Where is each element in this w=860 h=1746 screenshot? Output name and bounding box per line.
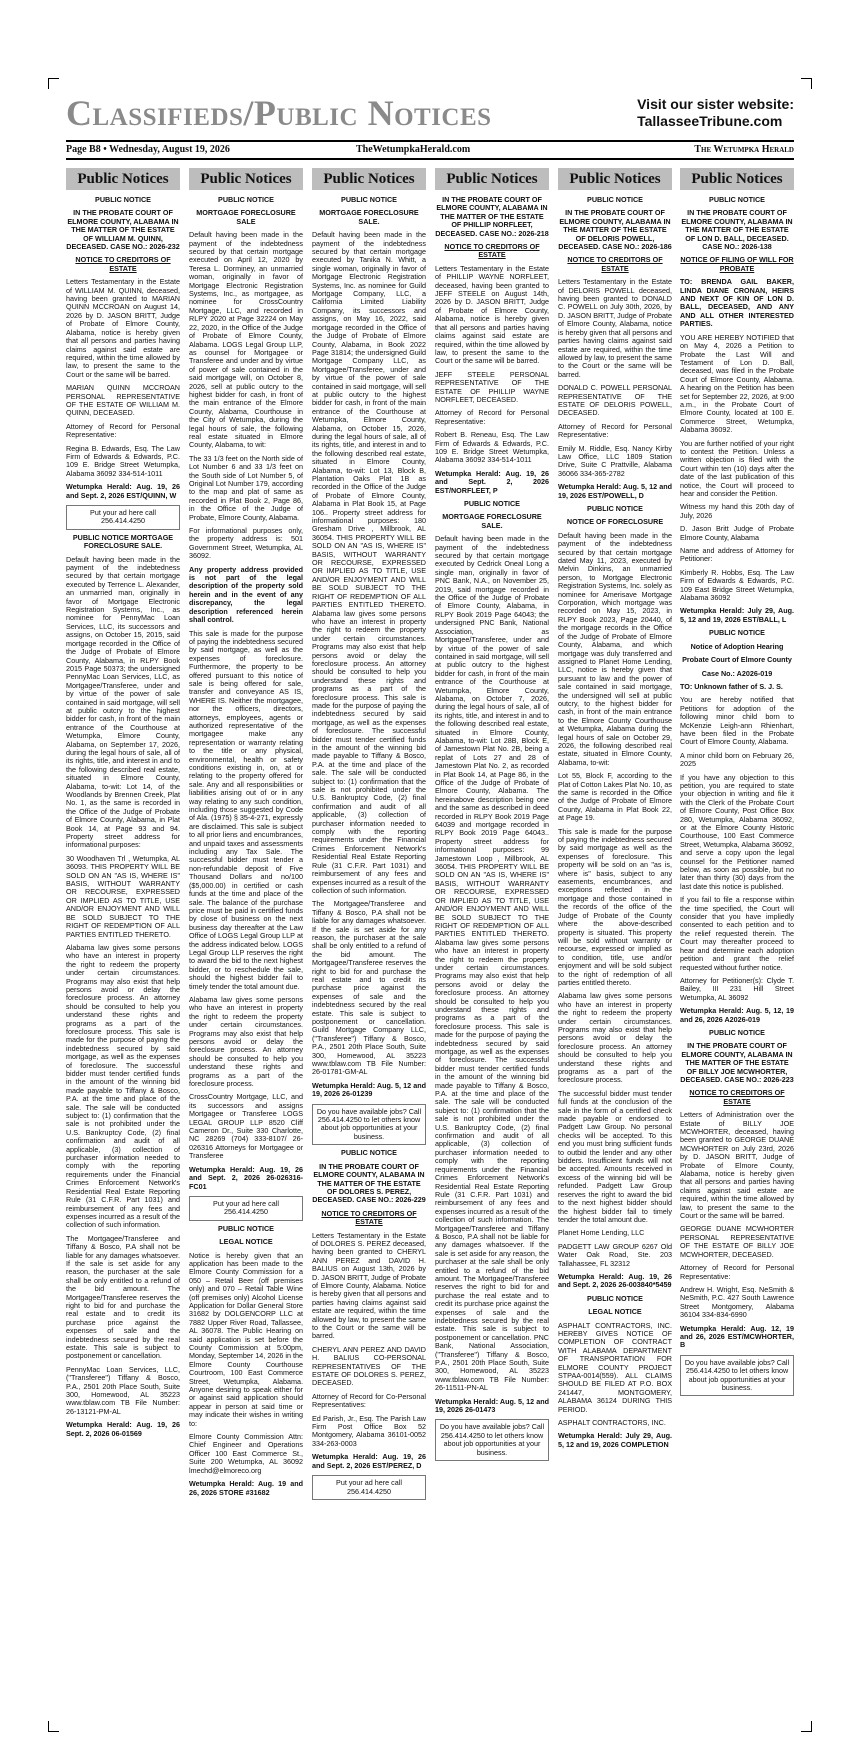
notice-paragraph: Letters Testamentary in the Estate of DOLORES S. PEREZ deceased, having been granted to CHERYL ANN PEREZ and DAVID H. BALIUS on August 13th, 2026 by D. JASON BRITT, Judge of Probate of Elmore County, Alabama. Notice is hereby given that all persons and parties having claims against said estate are required, within the time allowed by law, to present the same to the Court or the same will be barred. [312,1230,426,1341]
notice-paragraph: Wetumpka Herald: Aug. 5, 12 and 19, 2026 EST/POWELL, D [558,482,672,500]
column-body [312,196,426,1500]
notice-paragraph: Letters Testamentary in the Estate of DELORIS POWELL deceased, having been granted to DONALD C. POWELL on July 30th, 2026, by D. JASON BRITT, Judge of Probate of Elmore County, Alabama, notice is hereby given that all persons and parties having claims against said estate are required, within the time allowed by law, to present the same to the Court or the same will be barred. [558,277,672,379]
notice-paragraph: Default having been made in the payment of the indebtedness secured by that certain mortgage executed by Tanika N. Whitt, a single woman, originally in favor of Mortgage Electronic Registration Systems, Inc. as nominee for Guild Mortgage Company, LLC, a California Limited Liability Company, its successors and assigns, on May 16, 2022, said mortgage recorded in the Office of the Judge of Probate of Elmore County, Alabama, in Book 2022 Page 31814; the undersigned Guild Mortgage Company LLC, as Mortgagee/Transferee, under and by virtue of the power of sale contained in said mortgage, will sell at public outcry to the highest bidder for cash, in front of the main entrance of the Courthouse at Wetumpka, Elmore County, Alabama, on October 15, 2026, during the legal hours of sale, all of its rights, title, and interest in and to the following described real estate, situated in Elmore County, Alabama, to-wit: Lot 13, Block B, Plantation Oaks Plat 1B as recorded in the Office of the Judge of Probate of Elmore County, Alabama in Plat Book 15, at Page 106.. Property street address for informational purposes: 180 Gresham Drive , Millbrook, AL 36054. THIS PROPERTY WILL BE SOLD ON AN "AS IS, WHERE IS" BASIS, WITHOUT WARRANTY OR RECOURSE, EXPRESSED OR IMPLIED AS TO TITLE, USE AND/OR ENJOYMENT AND WILL BE SOLD SUBJECT TO THE RIGHT OF REDEMPTION OF ALL PARTIES ENTITLED THERETO. Alabama law gives some persons who have an interest in property the right to redeem the property under certain circumstances. Programs may also exist that help persons avoid or delay the foreclosure process. An attorney should be consulted to help you understand these rights and programs as a part of the foreclosure process. This sale is made for the purpose of paying the indebtedness secured by said mortgage, as well as the expenses of foreclosure. The successful bidder must tender certified funds in the amount of the winning bid made payable to Tiffany & Bosco, P.A. at the time and place of the sale. The sale will be conducted subject to: (1) confirmation that the sale is not prohibited under the U.S. Bankruptcy Code, (2) final confirmation and audit of all applicable, (3) collection of purchaser information needed to comply with the reporting requirements under the Financial Crimes Enforcement Network's Residential Real Estate Reporting Rule (31 C.F.R. Part 1031) and reimbursement of any fees and expenses incurred as a result of the collection of such information. [312,230,426,895]
notice-heading: Notice of Adoption Hearing [690,641,784,651]
notice-paragraph: Attorney of Record for Personal Representative: [435,408,549,426]
notice-paragraph: If you fail to file a response within the time specified, the Court will consider that you have impliedly consented to each petition and to the relief requested therein. The Court may thereafter proceed to hear and determine each adoption petition and grant the relief requested without further notice. [680,895,794,972]
notice-heading: PUBLIC NOTICE MORTGAGE FORECLOSURE SALE. [72,532,174,551]
notice-paragraph: Wetumpka Herald: Aug. 19 and 26, 2026 STORE #31682 [189,1479,303,1497]
notice-column-1 [66,168,180,1736]
notice-paragraph: Wetumpka Herald: July 29, Aug. 5, 12 and 19, 2026 COMPLETION [558,1431,672,1449]
notice-heading: Case No.: A2026-019 [701,668,773,678]
house-ad: Do you have available jobs? Call 256.414.4250 to let others know about job opportunities at your business. [680,1355,794,1397]
notice-paragraph: Elmore County Commission Attn: Chief Engineer and Operations Officer 100 East Commerce St., Suite 200 Wetumpka, AL 36092 lmechd@elmoreco.org [189,1432,303,1475]
column-body [66,196,180,1438]
notice-columns [66,168,794,1736]
notice-heading: PUBLIC NOTICE [587,504,643,513]
notice-paragraph: The Mortgagee/Transferee and Tiffany & Bosco, P.A shall not be liable for any damages whatsoever. If the sale is set aside for any reason, the purchaser at the sale shall be only entitled to a refund of the bid amount. The Mortgagee/Transferee reserves the right to bid for and purchase the real estate and to credit its purchase price against the expenses of sale and the indebtedness secured by the real estate. This sale is subject to postponement or cancellation. [66,1233,180,1361]
notice-heading: MORTGAGE FORECLOSURE SALE. [442,512,542,530]
notice-heading: IN THE PROBATE COURT OF ELMORE COUNTY, ALABAMA IN THE MATTER OF THE ESTATE OF PHILLIP NORFLEET, DECEASED. CASE NO.: 2026-218 [435,195,549,238]
notice-column-6 [680,168,794,1736]
notice-paragraph: Attorney of Record for Personal Representative: [680,1263,794,1281]
notice-heading: PUBLIC NOTICE [341,1148,397,1158]
notice-paragraph: Lot 55, Block F, according to the Plat of Cotton Lakes Plat No. 10, as the same is recorded in the Office of the Judge of Probate of Elmore County, Alabama in Plat Book 22, at Page 19. [558,771,672,823]
notice-heading: NOTICE TO CREDITORS OF ESTATE [567,255,663,273]
folio-bar [66,140,794,160]
notice-paragraph: Andrew H. Wright, Esq. NeSmith & NeSmith, P.C. 427 South Lawrence Street Montgomery, Alabama 36104 334-834-6990 [680,1284,794,1320]
notice-paragraph: This sale is made for the purpose of paying the indebtedness secured by said mortgage, as well as the expenses of foreclosure. Furthermore, the property to be offered pursuant to this notice of sale is being offered for sale, transfer and conveyance AS IS, WHERE IS. Neither the mortgagee, nor the officers, directors, attorneys, employees, agents or authorized representative of the mortgagee make any representation or warranty relating to the title or any physical, environmental, health or safety conditions existing in, on, at or relating to the property offered for sale. Any and all responsibilities or liabilities arising out of or in any way relating to any such condition, including those suggested by Code of Ala. (1975) § 35-4-271, expressly are disclaimed. This sale is subject to all prior liens and encumbrances, and unpaid taxes and assessments including any Tax Sale. The successful bidder must tender a non-refundable deposit of Five Thousand Dollars and no/100 ($5,000.00) in certified or cash funds at the time and place of the sale. The balance of the purchase price must be paid in certified funds by close of business on the next business day thereafter at the Law Office of LOGS Legal Group LLP at the address indicated below. LOGS Legal Group LLP reserves the right to award the bid to the next highest bidder, or to reschedule the sale, should the highest bidder fail to timely tender the total amount due. [189,628,303,991]
house-ad: Put your ad here call 256.414.4250 [312,1475,426,1500]
notice-column-3 [312,168,426,1736]
column-header: Public Notices [435,168,549,190]
crop-mark-bottom-right [801,1721,812,1732]
notice-paragraph: Name and address of Attorney for Petitioner: [680,546,794,564]
notice-column-4 [435,168,549,1736]
notice-paragraph: Wetumpka Herald: Aug. 19, 26 and Sept. 2, 2026 EST/PEREZ, D [312,1452,426,1470]
notice-heading: PUBLIC NOTICE [709,195,765,204]
notice-paragraph: Alabama law gives some persons who have an interest in property the right to redeem the property under certain circumstances. Programs may also exist that help persons avoid or delay the foreclosure process. An attorney should be consulted to help you understand these rights and programs as a part of the foreclosure process. [189,994,303,1089]
notice-column-5 [558,168,672,1736]
notice-heading: MORTGAGE FORECLOSURE SALE. [319,208,419,226]
notice-paragraph: Default having been made in the payment of the indebtedness secured by that certain mortgage executed on April 12, 2020 by Teresa L. Dorminey, an unmarried woman, originally in favor of Mortgage Electronic Registration Systems, Inc., as mortgagee, as nominee for CrossCountry Mortgage, LLC, and recorded in RLPY 2020 at Page 32224 on May 22, 2020, in the Office of the Judge of Probate of Elmore County, Alabama. LOGS Legal Group LLP, as counsel for Mortgagee or Transferee and under and by virtue of power of sale contained in the said mortgage will, on October 8, 2026, sell at public outcry to the highest bidder for cash, in front of the main entrance of the Elmore County, Alabama, Courthouse in the City of Wetumpka, during the legal hours of sale, the following real estate situated in Elmore County, Alabama, to wit: [189,230,303,450]
house-ad: Put your ad here call 256.414.4250 [189,1196,303,1221]
notice-paragraph: Attorney for Petitioner(s): Clyde T. Bailey, III 231 Hill Street Wetumpka, AL 36092 [680,975,794,1002]
folio-paper-name: The Wetumpka Herald [694,144,794,155]
notice-heading: PUBLIC NOTICE [218,195,274,204]
notice-paragraph: Attorney of Record for Personal Representative: [66,421,180,440]
notice-paragraph: JEFF STEELE PERSONAL REPRESENTATIVE OF THE ESTATE OF PHILLIP WAYNE NORFLEET, DECEASED. [435,369,549,404]
notice-heading: MORTGAGE FORECLOSURE SALE [196,208,296,226]
notice-paragraph: If you have any objection to this petition, you are required to state your objection in writing and file it with the Clerk of the Probate Court of Elmore County, Post Office Box 280, Wetumpka, Alabama 36092, or at the Elmore County Historic Courthouse, 100 East Commerce Street, Wetumpka, Alabama 36092, and serve a copy upon the legal counsel for the Petitioner named below, as soon as possible, but no later than thirty (30) days from the last date this notice is published. [680,772,794,891]
column-header: Public Notices [312,168,426,190]
notice-paragraph: Default having been made in the payment of the indebtedness secured by that certain mortgage executed by Cedrick Oneal Long a single man, originally in favor of PNC Bank, N.A., on November 25, 2019, said mortgage recorded in the Office of the Judge of Probate of Elmore County, Alabama, in RLPY Book 2019 Page 64043; the undersigned PNC Bank, National Association, as Mortgagee/Transferee, under and by virtue of the power of sale contained in said mortgage, will sell at public outcry to the highest bidder for cash, in front of the main entrance of the Courthouse at Wetumpka, Elmore County, Alabama, on October 7, 2026, during the legal hours of sale, all of its rights, title, and interest in and to the following described real estate, situated in Elmore County, Alabama, to-wit: Lot 28B, Block E, of Jamestown Plat No. 2B, being a replat of Lots 27 and 28 of Jamestown Plat No. 2, as recorded in Plat Book 14, at Page 86, in the Office of the Judge of Probate of Elmore County, Alabama. The hereinabove description being one and the same as described in deed recorded in RLPY Book 2019 Page 64039 and mortgage recorded in RLPY Book 2019 Page 64043.. Property street address for informational purposes: 99 Jamestown Loop , Millbrook, AL 36054. THIS PROPERTY WILL BE SOLD ON AN "AS IS, WHERE IS" BASIS, WITHOUT WARRANTY OR RECOURSE, EXPRESSED OR IMPLIED AS TO TITLE, USE AND/OR ENJOYMENT AND WILL BE SOLD SUBJECT TO THE RIGHT OF REDEMPTION OF ALL PARTIES ENTITLED THERETO. Alabama law gives some persons who have an interest in property the right to redeem the property under certain circumstances. Programs may also exist that help persons avoid or delay the foreclosure process. An attorney should be consulted to help you understand these rights and programs as a part of the foreclosure process. This sale is made for the purpose of paying the indebtedness secured by said mortgage, as well as the expenses of foreclosure. The successful bidder must tender certified funds in the amount of the winning bid made payable to Tiffany & Bosco, P.A. at the time and place of the sale. The sale will be conducted subject to: (1) confirmation that the sale is not prohibited under the U.S. Bankruptcy Code, (2) final confirmation and audit of all applicable, (3) collection of purchaser information needed to comply with the reporting requirements under the Financial Crimes Enforcement Network's Residential Real Estate Reporting Rule (31 C.F.R. Part 1031) and reimbursement of any fees and expenses incurred as a result of the collection of such information. The Mortgagee/Transferee and Tiffany & Bosco, P.A shall not be liable for any damages whatsoever. If the sale is set aside for any reason, the purchaser at the sale shall be only entitled to a refund of the bid amount. The Mortgagee/Transferee reserves the right to bid for and purchase the real estate and to credit its purchase price against the expenses of sale and the indebtedness secured by the real estate. This sale is subject to postponement or cancellation. PNC Bank, National Association, ("Transferee") Tiffany & Bosco, P.A., 2501 20th Place South, Suite 300, Homewood, AL 35223 www.tblaw.com TB File Number: 26-11511-PN-AL [435,534,549,1393]
notice-heading: NOTICE OF FILING OF WILL FOR PROBATE [680,255,794,273]
notice-paragraph: Ed Parish, Jr., Esq. The Parish Law Firm Post Office Box 52 Montgomery, Alabama 36101-0052 334-263-0003 [312,1413,426,1448]
notice-paragraph: PennyMac Loan Services, LLC, ("Transferee") Tiffany & Bosco, P.A., 2501 20th Place South, Suite 300, Homewood, AL 35223 www.tblaw.com TB File Number: 26-13121-PM-AL [66,1364,180,1416]
notice-paragraph: A minor child born on February 26, 2025 [680,750,794,769]
notice-heading: LEGAL NOTICE [219,1237,273,1247]
notice-paragraph: Robert B. Reneau, Esq. The Law Firm of Edwards & Edwards, P.C. 109 E. Bridge Street Wetumpka, Alabama 36092 334-514-1011 [435,430,549,465]
notice-paragraph: Alabama law gives some persons who have an interest in property the right to redeem the property under certain circumstances. Programs may also exist that help persons avoid or delay the foreclosure process. An attorney should be consulted to help you understand these rights and programs as a part of the foreclosure process. This sale is made for the purpose of paying the indebtedness secured by said mortgage, as well as the expenses of foreclosure. The successful bidder must tender certified funds in the amount of the winning bid made payable to Tiffany & Bosco, P.A. at the time and place of the sale. The sale will be conducted subject to: (1) confirmation that the sale is not prohibited under the U.S. Bankruptcy Code, (2) final confirmation and audit of all applicable, (3) collection of purchaser information needed to comply with the reporting requirements under the Financial Crimes Enforcement Network's Residential Real Estate Reporting Rule (31 C.F.R. Part 1031) and reimbursement of any fees and expenses incurred as a result of the collection of such information. [66,942,180,1230]
sister-site-url[interactable]: TallasseeTribune.com [637,113,783,129]
notice-paragraph: Attorney of Record for Personal Representative: [558,421,672,440]
notice-paragraph: Wetumpka Herald: July 29, Aug. 5, 12 and 19, 2026 EST/BALL, L [680,606,794,624]
notice-heading: NOTICE TO CREDITORS OF ESTATE [689,1088,785,1106]
notice-column-2 [189,168,303,1736]
notice-paragraph: The successful bidder must tender full funds at the conclusion of the sale in the form of a certified check made payable or endorsed to Padgett Law Group. No personal checks will be accepted. To this end you must bring sufficient funds to outbid the lender and any other bidders. Insufficient funds will not be accepted. Amounts received in excess of the winning bid will be refunded. Padgett Law Group reserves the right to award the bid to the next highest bidder should the highest bidder fail to timely tender the total amount due. [558,1088,672,1224]
notice-paragraph: The Mortgagee/Transferee and Tiffany & Bosco, P.A shall not be liable for any damages whatsoever. If the sale is set aside for any reason, the purchaser at the sale shall be only entitled to a refund of the bid amount. The Mortgagee/Transferee reserves the right to bid for and purchase the real estate and to credit its purchase price against the expenses of sale and the indebtedness secured by the real estate. This sale is subject to postponement or cancellation. Guild Mortgage Company LLC, ("Transferee") Tiffany & Bosco, P.A., 2501 20th Place South, Suite 300, Homewood, AL 35223 www.tblaw.com TB File Number: 26-01781-GM-AL [312,899,426,1077]
masthead [66,92,794,134]
notice-paragraph: Default having been made in the payment of the indebtedness secured by that certain mortgage executed by Terrence L. Alexander, an unmarried man, originally in favor of Mortgage Electronic Registration Systems, Inc., as nominee for PennyMac Loan Services, LLC, its successors and assigns, on October 15, 2015, said mortgage recorded in the Office of the Judge of Probate of Elmore County, Alabama, in RLPY Book 2015 Page 50373; the undersigned PennyMac Loan Services, LLC, as Mortgagee/Transferee, under and by virtue of the power of sale contained in said mortgage, will sell at public outcry to the highest bidder for cash, in front of the main entrance of the Courthouse at Wetumpka, Elmore County, Alabama, on September 17, 2026, during the legal hours of sale, all of its rights, title, and interest in and to the following described real estate, situated in Elmore County, Alabama, to-wit: Lot 14, of the Woodlands by Brennen Creek, Plat No. 1, as the same is recorded in the Office of the Judge of Probate of Elmore County, Alabama, in Plat Book 14, at Page 93 and 94. Property street address for informational purposes: [66,554,180,850]
notice-heading: PUBLIC NOTICE [218,1223,274,1233]
notice-heading: PUBLIC NOTICE [464,499,520,508]
column-header: Public Notices [66,168,180,190]
column-header: Public Notices [680,168,794,190]
notice-paragraph: Default having been made in the payment of the indebtedness secured by that certain mortgage dated May 11, 2023, executed by Melvin Dinkins, an unmarried person, to Mortgage Electronic Registration Systems, Inc. solely as nominee for Amerisave Mortgage Corporation, which mortgage was recorded on May 15, 2023, in RLPY Book 2023, Page 20440, of the mortgage records in the Office of the Judge of Probate of Elmore County, Alabama, and which mortgage was duly transferred and assigned to Planet Home Lending, LLC, notice is hereby given that pursuant to law and the power of sale contained in said mortgage, the undersigned will sell at public outcry, to the highest bidder for cash, in front of the main entrance to the Elmore County Courthouse at Wetumpka, Alabama during the legal hours of sale on October 29, 2026, the following described real estate, situated in Elmore County, Alabama, to-wit: [558,530,672,767]
notice-paragraph: Wetumpka Herald: Aug. 19, 26 Sept. 2, 2026 06-01569 [66,1420,180,1438]
notice-heading: IN THE PROBATE COURT OF ELMORE COUNTY, ALABAMA IN THE MATTER OF THE ESTATE OF LON D. BALL, DECEASED. CASE NO.: 2026-138 [681,208,793,252]
crop-mark-top-right [801,78,812,89]
notice-paragraph: The 33 1/3 feet on the North side of Lot Number 6 and 33 1/3 feet on the South side of Lot Number 5, of Original Lot Number 179, according to the map and plat of same as recorded in Plat Book 2, Page 86, in the Office of the Judge of Probate, Elmore County, Alabama. [189,453,303,522]
house-ad: Do you have available jobs? Call 256.414.4250 to let others know about job opportunities at your business. [312,1104,426,1146]
column-body [189,196,303,1497]
notice-paragraph: DONALD C. POWELL PERSONAL REPRESENTATIVE OF THE ESTATE OF DELORIS POWELL, DECEASED. [558,383,672,418]
notice-paragraph: Attorney of Record for Co-Personal Representatives: [312,1391,426,1410]
notice-paragraph: Wetumpka Herald: Aug. 19, 26 and Sept. 2, 2026 EST/NORFLEET, P [435,468,549,495]
notice-paragraph: Regina B. Edwards, Esq. The Law Firm of Edwards & Edwards, P.C. 109 E. Bridge Street Wetumpka, Alabama 36092 334-514-1011 [66,443,180,478]
notice-paragraph: You are further notified of your right to contest the Petition. Unless a written objection is filed with the Court within ten (10) days after the date of the last publication of this notice, the Court will proceed to hear and consider the Petition. [680,438,794,498]
notice-paragraph: PADGETT LAW GROUP 6267 Old Water Oak Road, Ste. 203 Tallahassee, FL 32312 [558,1241,672,1268]
column-body [680,196,794,1396]
notice-paragraph: Wetumpka Herald: Aug. 12, 19 and 26, 2026 EST/MCWHORTER, B [680,1323,794,1350]
notice-paragraph: Wetumpka Herald: Aug. 5, 12 and 19, 2026 26-01239 [312,1080,426,1099]
notice-paragraph: Letters Testamentary in the Estate of WILLIAM M. QUINN, deceased, having been granted to MARIAN QUINN MCCROAN on August 14, 2026 by D. JASON BRITT, Judge of Probate of Elmore County, Alabama, notice is hereby given that all persons and parties having claims against said estate are required, within the time allowed by law, to present the same to the Court or the same will be barred. [66,277,180,379]
notice-paragraph: TO: BRENDA GAIL BAKER, LINDA DIANE CRONAN, HEIRS AND NEXT OF KIN OF LON D. BALL, DECEASED, AND ANY AND ALL OTHER INTERESTED PARTIES. [680,277,794,329]
notice-paragraph: Planet Home Lending, LLC [558,1228,645,1238]
notice-heading: IN THE PROBATE COURT OF ELMORE COUNTY, ALABAMA IN THE MATTER OF THE ESTATE OF DOLORES S. PEREZ, DECEASED. CASE NO.: 2026-229 [312,1161,426,1205]
notice-paragraph: CrossCountry Mortgage, LLC, and its successors and assigns Mortgagee or Transferee LOGS LEGAL GROUP LLP 8520 Cliff Cameron Dr., Suite 330 Charlotte, NC 28269 (704) 333-8107/ 26-026316 Attorneys for Mortgagee or Transferee [189,1092,303,1161]
notice-paragraph: Wetumpka Herald: Aug. 19, 26 and Sept. 2, 2026 26-003840*5459 [558,1271,672,1290]
crop-mark-bottom-left [48,1721,59,1732]
notice-paragraph: Wetumpka Herald: Aug. 5, 12 and 19, 2026 26-01473 [435,1396,549,1415]
notice-paragraph: YOU ARE HEREBY NOTIFIED that on May 4, 2026 a Petition to Probate the Last Will and Testament of Lon D. Ball, deceased, was filed in the Probate Court of Elmore County, Alabama. A hearing on the Petition has been set for September 22, 2026, at 9:00 a.m., in the Probate Court of Elmore County, located at 100 E. Commerce Street, Wetumpka, Alabama 36092. [680,332,794,435]
notice-paragraph: MARIAN QUINN MCCROAN PERSONAL REPRESENTATIVE OF THE ESTATE OF WILLIAM M. QUINN, DECEASED. [66,383,180,418]
notice-paragraph: Wetumpka Herald: Aug. 19, 26 and Sept. 2, 2026 EST/QUINN, W [66,482,180,500]
sister-site-label: Visit our sister website: [637,96,794,112]
notice-heading: IN THE PROBATE COURT OF ELMORE COUNTY, ALABAMA IN THE MATTER OF THE ESTATE OF DELORIS POWELL, DECEASED. CASE NO.: 2026-186 [558,208,672,252]
notice-heading: PUBLIC NOTICE [709,1027,765,1037]
notice-paragraph: 30 Woodhaven Trl , Wetumpka, AL 36093. THIS PROPERTY WILL BE SOLD ON AN "AS IS, WHERE IS" BASIS, WITHOUT WARRANTY OR RECOURSE, EXPRESSED OR IMPLIED AS TO TITLE, USE AND/OR ENJOYMENT AND WILL BE SOLD SUBJECT TO THE RIGHT OF REDEMPTION OF ALL PARTIES ENTITLED THERETO. [66,853,180,939]
notice-heading: PUBLIC NOTICE [341,195,397,204]
notice-paragraph: CHERYL ANN PEREZ AND DAVID H. BALIUS CO-PERSONAL REPRESENTATIVES OF THE ESTATE OF DOLORES S. PEREZ, DECEASED. [312,1344,426,1388]
notice-heading: PUBLIC NOTICE [587,1293,643,1303]
notice-heading: PUBLIC NOTICE [95,195,151,204]
crop-mark-top-left [48,78,59,89]
notice-paragraph: Emily M. Riddle, Esq. Nancy Kirby Law Office, LLC 1809 Station Drive, Suite C Prattville, Alabama 36066 334-365-2782 [558,443,672,478]
notice-heading: NOTICE TO CREDITORS OF ESTATE [321,1208,417,1227]
notice-paragraph: Any property address provided is not part of the legal description of the property sold herein and in the event of any discrepancy, the legal description referenced herein shall control. [189,564,303,625]
notice-paragraph: Letters of Administration over the Estate of BILLY JOE MCWHORTER, deceased, having been granted to GEORGE DUANE MCWHORTER on July 23rd, 2026 by D. JASON BRITT, Judge of Probate of Elmore County, Alabama, notice is hereby given that all persons and parties having claims against said estate are required, within the time allowed by law, to present the same to the Court or the same will be barred. [680,1110,794,1221]
house-ad: Do you have available jobs? Call 256.414.4250 to let others know about job opportunities at your business. [435,1419,549,1461]
notice-paragraph: ASPHALT CONTRACTORS, INC. HEREBY GIVES NOTICE OF COMPLETION OF CONTRACT WITH ALABAMA DEPARTMENT OF TRANSPORTATION FOR ELMORE COUNTY PROJECT STPAA-0014(559). ALL CLAIMS SHOULD BE FILED AT P.O. BOX 241447, MONTGOMERY, ALABAMA 36124 DURING THIS PERIOD. [558,1320,672,1414]
notice-paragraph: TO: Unknown father of S. J. S. [680,681,783,691]
column-header: Public Notices [189,168,303,190]
notice-paragraph: Alabama law gives some persons who have an interest in property the right to redeem the property under certain circumstances. Programs may also exist that help persons avoid or delay the foreclosure process. An attorney should be consulted to help you understand these rights and programs as a part of the foreclosure process. [558,991,672,1085]
notice-paragraph: Kimberly R. Hobbs, Esq. The Law Firm of Edwards & Edwards, P.C. 109 East Bridge Street Wetumpka, Alabama 36092 [680,567,794,603]
column-body [435,196,549,1461]
notice-heading: PUBLIC NOTICE [587,195,643,204]
notice-paragraph: ASPHALT CONTRACTORS, INC. [558,1418,666,1428]
notice-paragraph: GEORGE DUANE MCWHORTER PERSONAL REPRESENTATIVE OF THE ESTATE OF BILLY JOE MCWHORTER, DECEASED. [680,1224,794,1259]
notice-heading: LEGAL NOTICE [588,1307,642,1317]
column-header: Public Notices [558,168,672,190]
folio-website[interactable]: TheWetumpkaHerald.com [356,144,471,155]
notice-heading: IN THE PROBATE COURT OF ELMORE COUNTY, ALABAMA IN THE MATTER OF THE ESTATE OF WILLIAM M. QUINN, DECEASED. CASE NO.: 2026-232 [66,208,180,252]
notice-heading: PUBLIC NOTICE [709,628,765,638]
folio-page-date: Page B8 • Wednesday, August 19, 2026 [66,144,230,155]
section-title: Classifieds/Public Notices [66,93,492,133]
notice-paragraph: For informational purposes only, the property address is: 501 Government Street, Wetumpka, AL 36092. [189,526,303,561]
notice-heading: NOTICE TO CREDITORS OF ESTATE [75,255,171,273]
column-body [558,196,672,1449]
notice-heading: NOTICE OF FORECLOSURE [566,517,664,527]
notice-paragraph: Wetumpka Herald: Aug. 19, 26 and Sept. 2, 2026 26-026316-FC01 [189,1164,303,1191]
notice-paragraph: Wetumpka Herald: Aug. 5, 12, 19 and 26, 2026 A2026-019 [680,1006,794,1024]
notice-paragraph: Witness my hand this 20th day of July, 2026 [680,502,794,520]
notice-paragraph: This sale is made for the purpose of paying the indebtedness secured by said mortgage as well as the expenses of foreclosure. This property will be sold on an "as is, where is" basis, subject to any easements, encumbrances, and exceptions reflected in the mortgage and those contained in the records of the office of the Judge of Probate of the County where the above-described property is situated. This property will be sold without warranty or recourse, expressed or implied as to condition, title, use and/or enjoyment and will be sold subject to the right of redemption of all parties entitled thereto. [558,826,672,987]
house-ad: Put your ad here call 256.414.4250 [66,505,180,530]
notice-paragraph: You are hereby notified that Petitions for adoption of the following minor child born to McKenzie Leigh-ann Rhienhart, have been filed in the Probate Court of Elmore County, Alabama. [680,695,794,747]
notice-paragraph: Letters Testamentary in the Estate of PHILLIP WAYNE NORFLEET, deceased, having been granted to JEFF STEELE on August 14th, 2026 by D. JASON BRITT, Judge of Probate of Elmore County, Alabama, notice is hereby given that all persons and parties having claims against said estate are required, within the time allowed by law, to present the same to the Court or the same will be barred. [435,263,549,366]
notice-paragraph: D. Jason Britt Judge of Probate Elmore County, Alabama [680,524,794,542]
sister-site-promo [637,96,794,130]
notice-heading: IN THE PROBATE COURT OF ELMORE COUNTY, ALABAMA IN THE MATTER OF THE ESTATE OF BILLY JOE MCWHORTER, DECEASED. CASE NO.: 2026-223 [680,1041,794,1084]
notice-heading: Probate Court of Elmore County [682,655,792,665]
notice-paragraph: Notice is hereby given that an application has been made to the Elmore County Commission for a 050 – Retail Beer (off premises only) and 070 – Retail Table Wine (off premises only) Alcohol License Application for Dollar General Store 31682 by DOLGENCORP LLC at 7882 Upper River Road, Tallassee, AL 36078. The Public Hearing on said application is set before the County Commission at 5:00pm, Monday, September 14, 2026 in the Elmore County Courthouse Courtroom, 100 East Commerce Street, Wetumpka, Alabama. Anyone desiring to speak either for or against said application should appear in person at said time or may indicate their wishes in writing to: [189,1250,303,1428]
notice-heading: NOTICE TO CREDITORS OF ESTATE [444,242,540,260]
